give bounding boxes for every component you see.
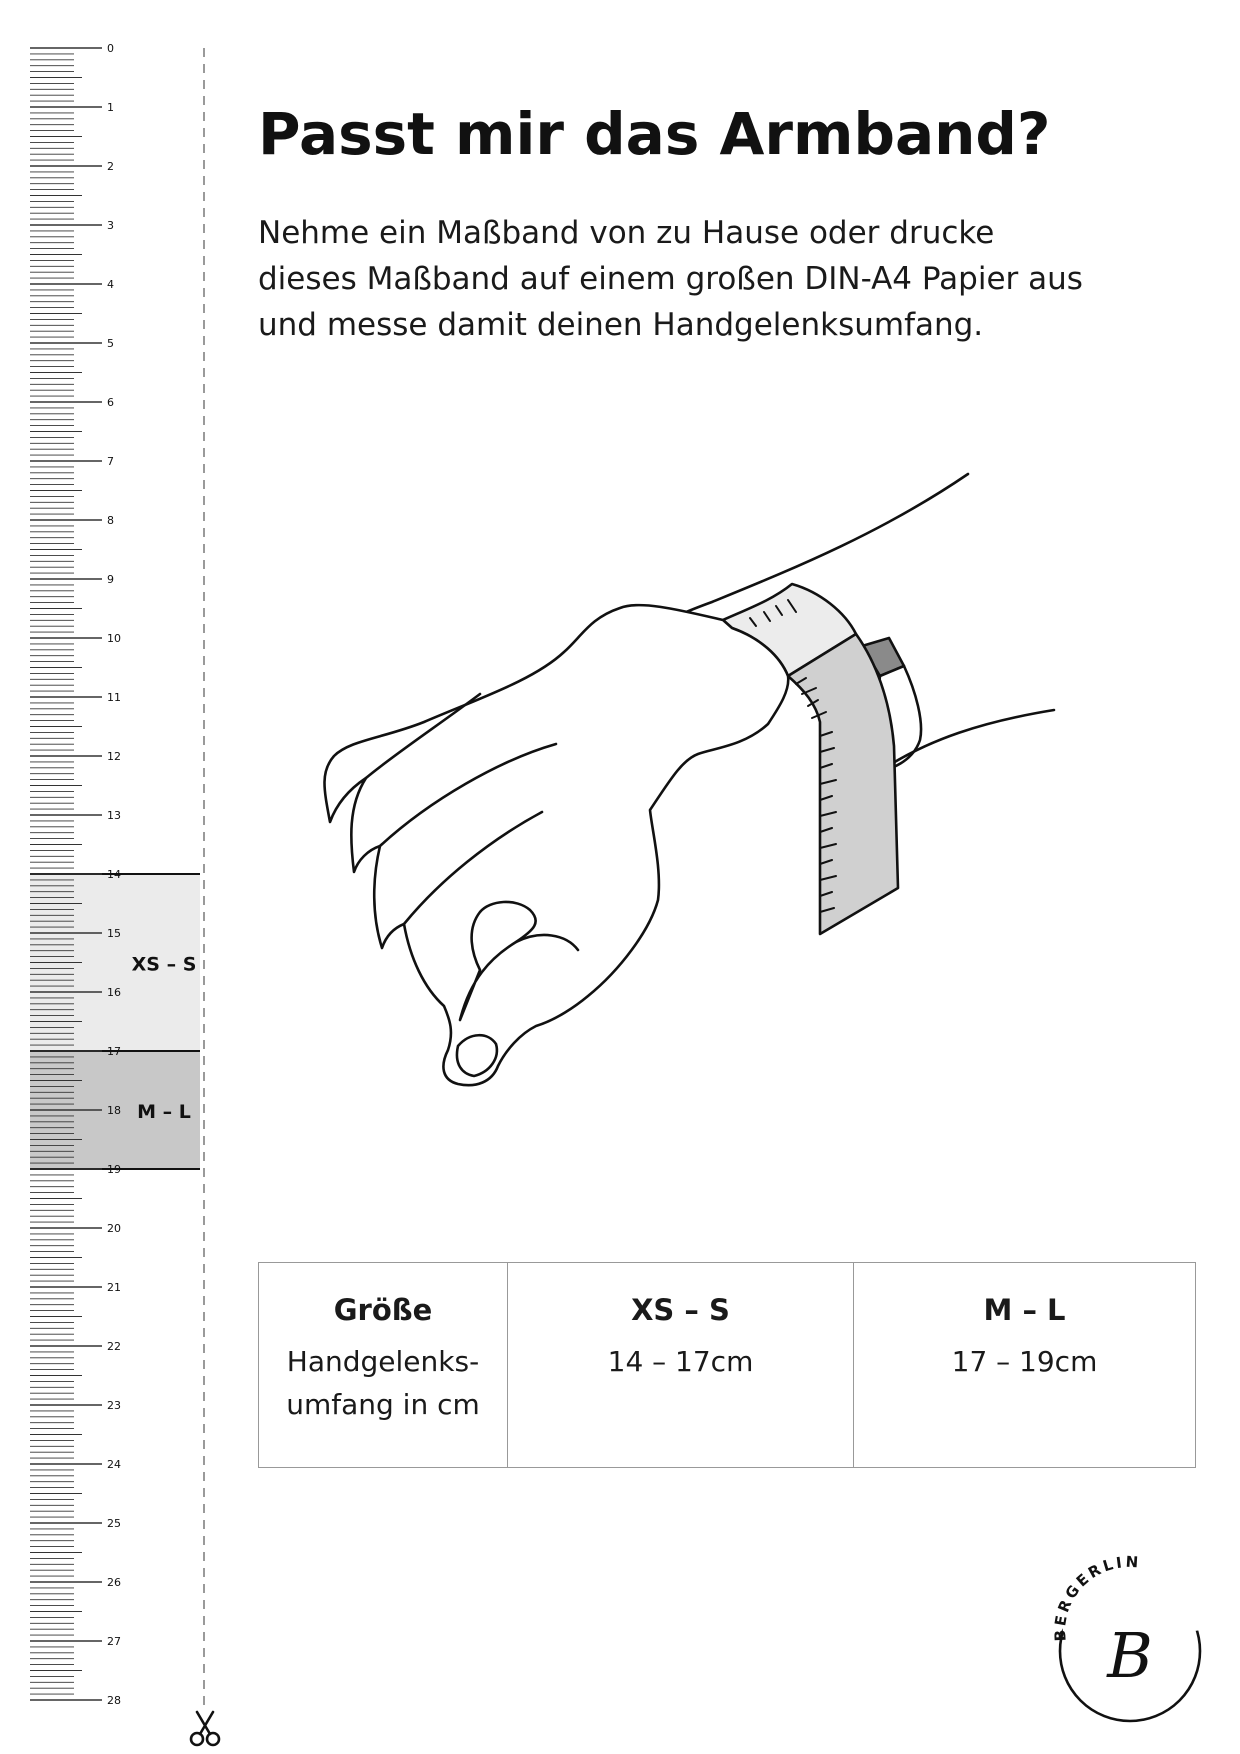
hand-measuring-illustration xyxy=(320,460,1080,1180)
ruler-cm-label: 14 xyxy=(107,868,121,881)
ruler-cm-label: 25 xyxy=(107,1517,121,1530)
measuring-tape-ruler xyxy=(0,0,230,1754)
intro-text xyxy=(258,210,1158,348)
scissors-icon xyxy=(186,1710,224,1748)
ruler-cm-label: 19 xyxy=(107,1163,121,1176)
ruler-cm-label: 16 xyxy=(107,986,121,999)
ruler-cm-label: 27 xyxy=(107,1635,121,1648)
size-band-label: M – L xyxy=(137,1101,191,1123)
ruler-cm-label: 22 xyxy=(107,1340,121,1353)
ruler-cm-label: 0 xyxy=(107,42,114,55)
table-row xyxy=(259,1338,1196,1467)
bergerlin-logo xyxy=(1040,1545,1220,1725)
ruler-cm-label: 6 xyxy=(107,396,114,409)
ruler-cm-label: 5 xyxy=(107,337,114,350)
ruler-cm-label: 26 xyxy=(107,1576,121,1589)
header-size-label: Größe xyxy=(259,1263,508,1339)
logo-brand-text: BERGERLIN xyxy=(1050,1552,1142,1642)
intro-line: Nehme ein Maßband von zu Hause oder drucke xyxy=(258,215,995,251)
ruler-cm-label: 20 xyxy=(107,1222,121,1235)
page-title: Passt mir das Armband? xyxy=(258,100,1051,168)
intro-line: und messe damit deinen Handgelenksumfang. xyxy=(258,307,984,343)
ruler-cm-label: 9 xyxy=(107,573,114,586)
ruler-cm-label: 15 xyxy=(107,927,121,940)
hand-outline xyxy=(325,605,789,1085)
row-label-line: umfang in cm xyxy=(286,1388,480,1422)
ruler-cm-label: 2 xyxy=(107,160,114,173)
value-m-l: 17 – 19cm xyxy=(854,1338,1196,1467)
logo-monogram: B xyxy=(1107,1619,1153,1692)
ruler-cm-label: 3 xyxy=(107,219,114,232)
ruler-cm-label: 28 xyxy=(107,1694,121,1707)
ruler-ticks xyxy=(30,48,102,1700)
intro-line: dieses Maßband auf einem großen DIN-A4 Papier aus xyxy=(258,261,1083,297)
ruler-cm-label: 11 xyxy=(107,691,121,704)
header-m-l: M – L xyxy=(854,1263,1196,1339)
ruler-cm-label: 21 xyxy=(107,1281,121,1294)
table-header-row xyxy=(259,1263,1196,1339)
ruler-cm-label: 4 xyxy=(107,278,114,291)
size-band-label: XS – S xyxy=(131,953,197,976)
ruler-cm-label: 7 xyxy=(107,455,114,468)
header-xs-s: XS – S xyxy=(508,1263,854,1339)
ruler-cm-label: 13 xyxy=(107,809,121,822)
row-label xyxy=(259,1338,508,1467)
ruler-cm-label: 12 xyxy=(107,750,121,763)
value-xs-s: 14 – 17cm xyxy=(508,1338,854,1467)
size-table xyxy=(258,1262,1196,1468)
row-label-line: Handgelenks- xyxy=(286,1345,480,1379)
ruler-cm-label: 1 xyxy=(107,101,114,114)
ruler-cm-label: 18 xyxy=(107,1104,121,1117)
ruler-cm-label: 10 xyxy=(107,632,121,645)
ruler-cm-label: 8 xyxy=(107,514,114,527)
ruler-cm-label: 24 xyxy=(107,1458,121,1471)
ruler-cm-label: 23 xyxy=(107,1399,121,1412)
ruler-cm-label: 17 xyxy=(107,1045,121,1058)
